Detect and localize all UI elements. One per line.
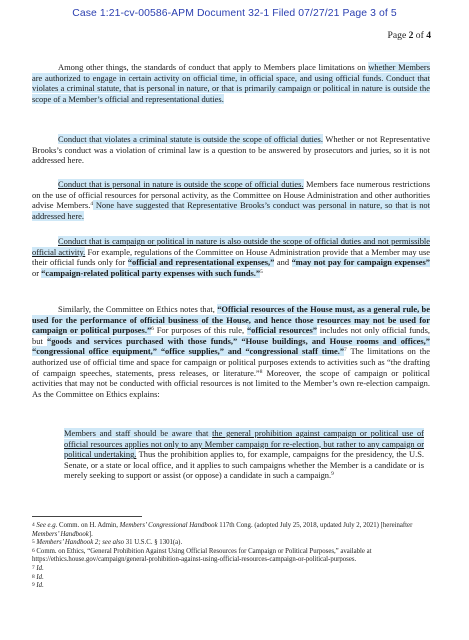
page-number (388, 30, 431, 41)
p4-quote-1: “official and representational expenses,” (127, 257, 275, 268)
footnote-8-a: Id. (34, 573, 44, 581)
footnote-8-num: 8 (32, 573, 35, 580)
footnote-7-a: Id. (34, 564, 44, 572)
p4-text-2: and (274, 257, 292, 268)
paragraph-5 (32, 304, 430, 399)
footnote-4-num: 4 (32, 522, 35, 528)
footnote-4-f: ]. (88, 530, 93, 538)
footnote-4 (32, 522, 430, 539)
footnote-4-a: See e.g. (34, 522, 58, 529)
footnote-5-num: 5 (32, 539, 35, 546)
footnote-4-d: 117th Cong. (adopted July 25, 2018, updated July 2, 2021) [hereinafter (217, 522, 413, 529)
p4-text-3: or (32, 267, 42, 278)
footnote-6-a[interactable]: Comm. on Ethics, “General Prohibition Against Using Official Resources for Campaign or Political Purposes,” available at https://ethics.house.gov/campaign/general-prohibition-against-using-official-resources-campaign-or-political-purposes. (32, 547, 372, 564)
footnote-5-c: 31 U.S.C. § 1301(a). (124, 539, 183, 547)
p4-text-1: For example, regulations of the Committee on House Administration provide that a Member may use their official funds only for (32, 246, 430, 268)
footnote-ref-8[interactable]: 8 (259, 368, 263, 375)
footnote-4-b: Comm. on H. Admin, (57, 522, 120, 529)
paragraph-1 (32, 62, 430, 104)
footnote-7 (32, 565, 430, 574)
footnote-ref-5[interactable]: 5 (260, 268, 263, 275)
footnote-6-num: 6 (32, 547, 35, 554)
p3-highlight-2: None have suggested that Representative Brooks’s conduct was personal in nature, so that is not addressed here. (32, 200, 430, 221)
footnote-4-c: Members’ Congressional Handbook (119, 522, 218, 529)
footnote-ref-7[interactable]: 7 (344, 347, 347, 354)
footnote-8 (32, 574, 430, 583)
p5-text-4: The limitations on the authorized use of official time and space for campaign or political purposes extends to activities such as “the drafting of campaign speeches, statements, press releases, or literature.” (32, 346, 430, 378)
footnote-5-a: Members’ Handbook 2; (34, 539, 103, 547)
footnote-4-e: Members’ Handbook (32, 530, 89, 538)
p5-quote-1: “official resources” (246, 325, 317, 336)
quote-underline: the general prohibition against campaign or political use of official resources applies not only to any Member campaign for re-election, but rather to any campaign or political undertaking. (64, 428, 424, 460)
page-of: of (413, 30, 427, 41)
paragraph-3 (32, 179, 430, 221)
p2-highlight: Conduct that violates a criminal statute is outside the scope of official duties. (58, 134, 323, 144)
p5-text-3: includes not only official funds, but (32, 325, 431, 346)
p5-text-1: Similarly, the Committee on Ethics notes that, (58, 304, 218, 314)
quote-text: Thus the prohibition applies to, for example, campaigns for the presidency, the U.S. Senate, or a state or local office, and it applies to such campaigns whether the Member is a candidate or is merely seeking to support or assist (or oppose) a candidate in such a campaign. (64, 449, 425, 481)
p5-quote-2: “goods and services purchased with those funds,” “House buildings, and House rooms and offices,” “congressional office equipment,” “office supplies,” and “congressional staff time.” (32, 335, 430, 357)
page-total: 4 (426, 30, 431, 41)
p4-quote-2: “may not pay for campaign expenses” (291, 257, 431, 268)
p5-highlight: “Official resources of the House must, as a general rule, be used for the performance of official business of the House, and hence those resources may not be used for campaign or political purposes.” (32, 304, 430, 336)
case-header: Case 1:21-cv-00586-APM Document 32-1 Filed 07/27/21 Page 3 of 5 (72, 8, 397, 19)
page-current: 2 (408, 30, 414, 41)
paragraph-2 (32, 134, 430, 166)
footnotes (32, 522, 430, 591)
p3-highlight: Conduct that is personal in nature is outside the scope of official duties. (58, 179, 304, 189)
footnote-6 (32, 548, 430, 565)
p5-text-2: For purposes of this rule, (153, 325, 247, 336)
footnote-5-b: see also (102, 539, 124, 547)
p1-highlight: whether Members are authorized to engage in certain activity on official time, in official space, and using official funds. Conduct that violates a criminal statute, that is personal in nature, or that is primarily campaign or political in nature is outside the scope of a Member’s official and representational duties. (32, 62, 430, 104)
p1-text: Among other things, the standards of conduct that apply to Members place limitations on (58, 62, 369, 72)
footnote-ref-4[interactable]: 4 (90, 201, 94, 208)
footnote-9-a: Id. (34, 582, 44, 590)
page-label: Page (387, 30, 409, 41)
footnote-divider (32, 516, 142, 517)
footnote-ref-6[interactable]: 6 (151, 326, 154, 333)
p4-quote-3: “campaign-related political party expenses with such funds.” (41, 267, 261, 278)
p3-text: Members face numerous restrictions on the use of official resources for personal activity, as the Committee on House Administration and other authorities advise Members. (32, 179, 430, 211)
quote-highlight: Members and staff should be aware that (64, 428, 213, 438)
p5-text-5: Moreover, the scope of campaign or political activities that may not be conducted with official resources is not limited to the Member’s own re-election campaign. As the Committee on Ethics explains: (32, 367, 430, 399)
p2-text: Whether or not Representative Brooks’s conduct was a violation of criminal law is a question to be answered by prosecutors and juries, so it is not addressed here. (32, 134, 430, 166)
p4-highlight: Conduct that is campaign or political in nature is also outside the scope of official duties and not permissible official activity. (32, 236, 430, 257)
footnote-9-num: 9 (32, 582, 35, 589)
footnote-ref-9[interactable]: 9 (331, 471, 334, 478)
paragraph-4 (32, 236, 430, 278)
block-quote (64, 428, 424, 481)
footnote-9 (32, 582, 430, 591)
footnote-7-num: 7 (32, 564, 35, 571)
footnote-5 (32, 539, 430, 548)
